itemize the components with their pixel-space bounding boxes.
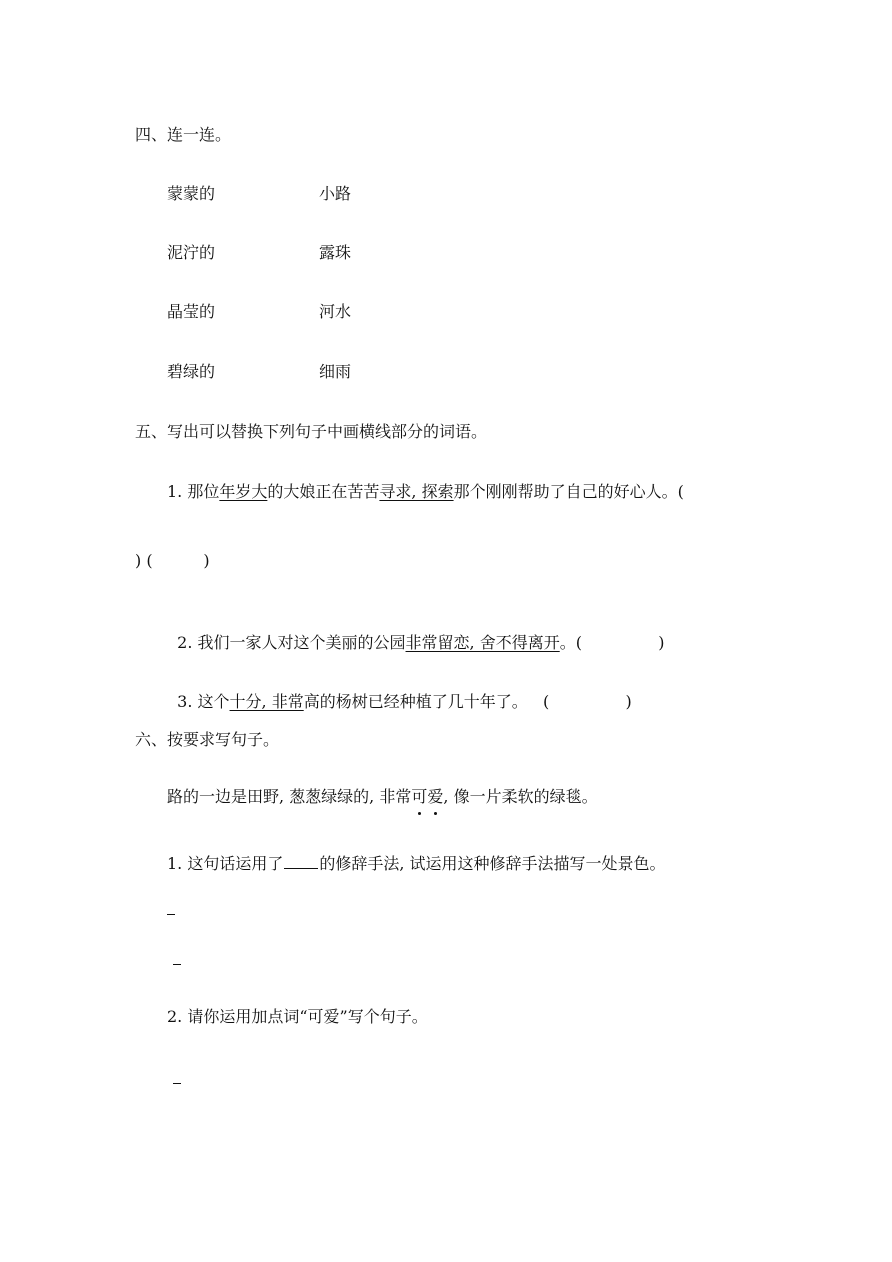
- q5-3-text-b: 高的杨树已经种植了几十年了。 ( ): [303, 692, 632, 711]
- q5-1-underlined-a: 年岁大: [219, 482, 268, 501]
- sentence-text-a: 路的一边是田野, 葱葱绿绿的, 非常: [167, 787, 412, 806]
- fill-blank[interactable]: [284, 854, 318, 869]
- question-5-3: [167, 669, 632, 713]
- q5-2-underlined: 非常留恋, 舍不得离开: [405, 633, 560, 652]
- q5-1-answer-parens: ) ( ): [135, 551, 210, 570]
- q5-1-text-b: 的大娘正在苦苦: [267, 482, 380, 501]
- answer-line[interactable]: [173, 964, 181, 965]
- q5-2-text-a: 2. 我们一家人对这个美丽的公园: [177, 633, 406, 652]
- q5-3-text-a: 3. 这个: [177, 692, 230, 711]
- match-right-item: 小路: [319, 184, 352, 203]
- question-6-2: 2. 请你运用加点词“可爱”写个句子。: [167, 1007, 428, 1026]
- match-left-item: 泥泞的: [167, 243, 216, 262]
- match-left-item: 碧绿的: [167, 362, 216, 381]
- match-left-item: 晶莹的: [167, 302, 216, 321]
- match-left-item: 蒙蒙的: [167, 184, 216, 203]
- q5-1-underlined-b: 寻求, 探索: [379, 482, 454, 501]
- match-right-item: 细雨: [319, 362, 352, 381]
- sample-sentence: [167, 786, 598, 808]
- answer-line[interactable]: [173, 1083, 181, 1084]
- match-right-item: 河水: [319, 302, 352, 321]
- section-5-title: 五、写出可以替换下列句子中画横线部分的词语。: [135, 422, 488, 441]
- answer-line[interactable]: [167, 914, 175, 915]
- sentence-text-b: , 像一片柔软的绿毯。: [443, 787, 598, 806]
- q5-2-text-b: 。( ): [559, 633, 665, 652]
- q5-3-underlined: 十分, 非常: [229, 692, 304, 711]
- question-6-1: [167, 853, 666, 875]
- q6-1-text-b: 的修辞手法, 试运用这种修辞手法描写一处景色。: [319, 854, 666, 873]
- match-right-item: 露珠: [319, 243, 352, 262]
- question-5-1: [167, 481, 684, 503]
- q6-1-text-a: 1. 这句话运用了: [167, 854, 284, 873]
- question-5-2: [167, 610, 665, 654]
- section-4-title: 四、连一连。: [135, 125, 232, 144]
- q5-1-text-c: 那个刚刚帮助了自己的好心人。(: [453, 482, 684, 501]
- emphasis-char: 爱: [427, 787, 444, 806]
- emphasis-char: 可: [411, 787, 428, 806]
- q5-1-text-a: 1. 那位: [167, 482, 220, 501]
- section-6-title: 六、按要求写句子。: [135, 730, 280, 749]
